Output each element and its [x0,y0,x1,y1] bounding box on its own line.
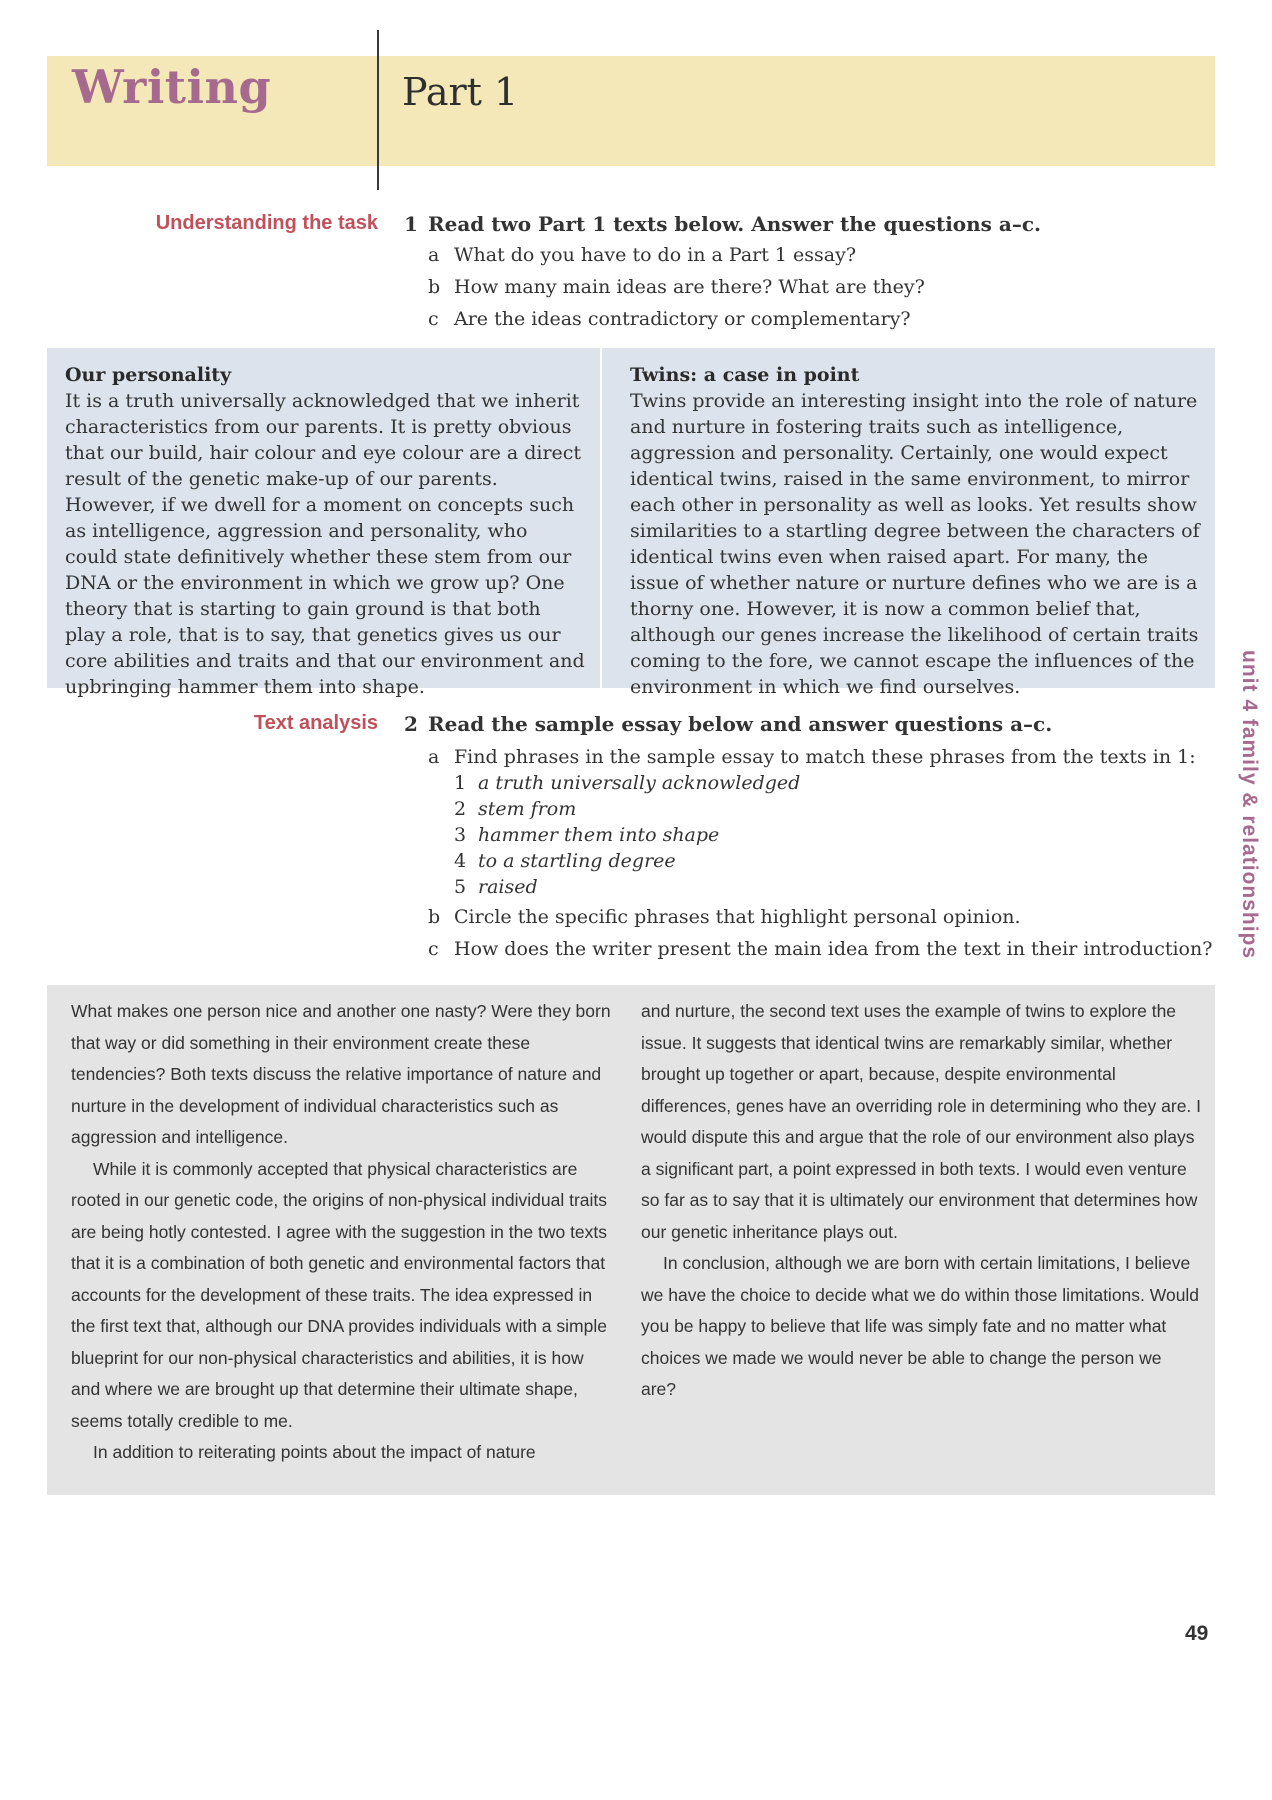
phrase-text: raised [478,876,538,898]
text-left-title: Our personality [65,364,232,386]
page-number: 49 [1185,1622,1209,1645]
phrase-item [454,876,800,902]
task2-item-c [428,938,1212,960]
item-letter: a [428,244,440,266]
phrase-number: 5 [454,876,467,898]
item-letter: a [428,746,440,768]
part-title: Part 1 [402,70,519,114]
item-letter: b [428,276,441,298]
item-text: How does the writer present the main idea from the text in their introduction? [454,938,1213,960]
task1-instruction: Read two Part 1 texts below. Answer the questions a–c. [428,212,1041,236]
header-divider [377,30,379,190]
phrase-text: hammer them into shape [478,824,720,846]
phrase-item [454,824,800,850]
item-text: What do you have to do in a Part 1 essay? [454,244,857,266]
item-text: Circle the specific phrases that highlight personal opinion. [454,906,1021,928]
phrase-text: stem from [478,798,577,820]
phrase-number: 2 [454,798,467,820]
phrase-number: 4 [454,850,467,872]
phrase-text: a truth universally acknowledged [478,772,801,794]
task2-number: 2 [404,712,418,736]
essay-paragraph-3-end: and nurture, the second text uses the example of twins to explore the issue. It suggests that identical twins are remarkably similar, whether brought up together or apart, because, despite environmental differences, genes have an overriding role in determining who they are. I would dispute this and argue that the role of our environment also plays a significant part, a point expressed in both texts. I would even venture so far as to say that it is ultimately our environment that determines how our genetic inheritance plays out. [641,1001,1202,1242]
phrase-list [454,772,800,902]
text-right-title: Twins: a case in point [630,364,860,386]
item-text: Find phrases in the sample essay to match these phrases from the texts in 1: [454,746,1196,768]
task1-item [428,276,925,308]
essay-paragraph-4: In conclusion, although we are born with certain limitations, I believe we have the choice to decide what we do within those limitations. Would you be happy to believe that life was simply fate and no matter what choices we made we would never be able to change the person we are? [641,1253,1200,1399]
text-right [630,364,1200,700]
item-text: Are the ideas contradictory or complementary? [454,308,911,330]
task2-instruction: Read the sample essay below and answer questions a–c. [428,712,1053,736]
task1-number: 1 [404,212,418,236]
phrase-item [454,850,800,876]
side-label-text-analysis: Text analysis [253,712,378,734]
item-letter: c [428,938,439,960]
text-left [65,364,585,700]
phrase-item [454,798,800,824]
side-label-understanding: Understanding the task [155,212,378,234]
essay-column-left [71,996,616,1469]
item-letter: c [428,308,439,330]
task1-items [428,244,925,340]
item-letter: b [428,906,441,928]
task2-item-b [428,906,1021,928]
task2-item-a [428,746,1196,768]
essay-paragraph-3-start: In addition to reiterating points about the impact of nature [93,1442,536,1462]
text-right-body: Twins provide an interesting insight into the role of nature and nurture in fostering traits such as intelligence, aggression and personality. Certainly, one would expect identical twins, raised in the same environment, to mirror each other in personality as well as looks. Yet results show similarities to a startling degree between the characters of identical twins even when raised apart. For many, the issue of whether nature or nurture defines who we are is a thorny one. However, it is now a common belief that, although our genes increase the likelihood of certain traits coming to the fore, we cannot escape the influences of the environment in which we find ourselves. [630,390,1200,698]
phrase-item [454,772,800,798]
text-left-body: It is a truth universally acknowledged that we inherit characteristics from our parents. It is pretty obvious that our build, hair colour and eye colour are a direct result of the genetic make-up of our parents. However, if we dwell for a moment on concepts such as intelligence, aggression and personality, who could state definitively whether these stem from our DNA or the environment in which we grow up? One theory that is starting to gain ground is that both play a role, that is to say, that genetics gives us our core abilities and traits and that our environment and upbringing hammer them into shape. [65,390,585,698]
section-title: Writing [72,60,272,114]
phrase-number: 1 [454,772,467,794]
task1-item [428,244,925,276]
essay-paragraph-1: What makes one person nice and another one nasty? Were they born that way or did something in their environment create these tendencies? Both texts discuss the relative importance of nature and nurture in the development of individual characteristics such as aggression and intelligence. [71,1001,611,1147]
task1-item [428,308,925,340]
item-text: How many main ideas are there? What are they? [454,276,925,298]
essay-paragraph-2: While it is commonly accepted that physical characteristics are rooted in our genetic code, the origins of non-physical individual traits are being hotly contested. I agree with the suggestion in the two texts that it is a combination of both genetic and environmental factors that accounts for the development of these traits. The idea expressed in the first text that, although our DNA provides individuals with a simple blueprint for our non-physical characteristics and abilities, it is how and where we are brought up that determine their ultimate shape, seems totally credible to me. [71,1158,608,1431]
phrase-number: 3 [454,824,467,846]
essay-column-right [641,996,1201,1406]
phrase-text: to a startling degree [478,850,676,872]
unit-side-tab: unit 4 family & relationships [1238,650,1261,960]
